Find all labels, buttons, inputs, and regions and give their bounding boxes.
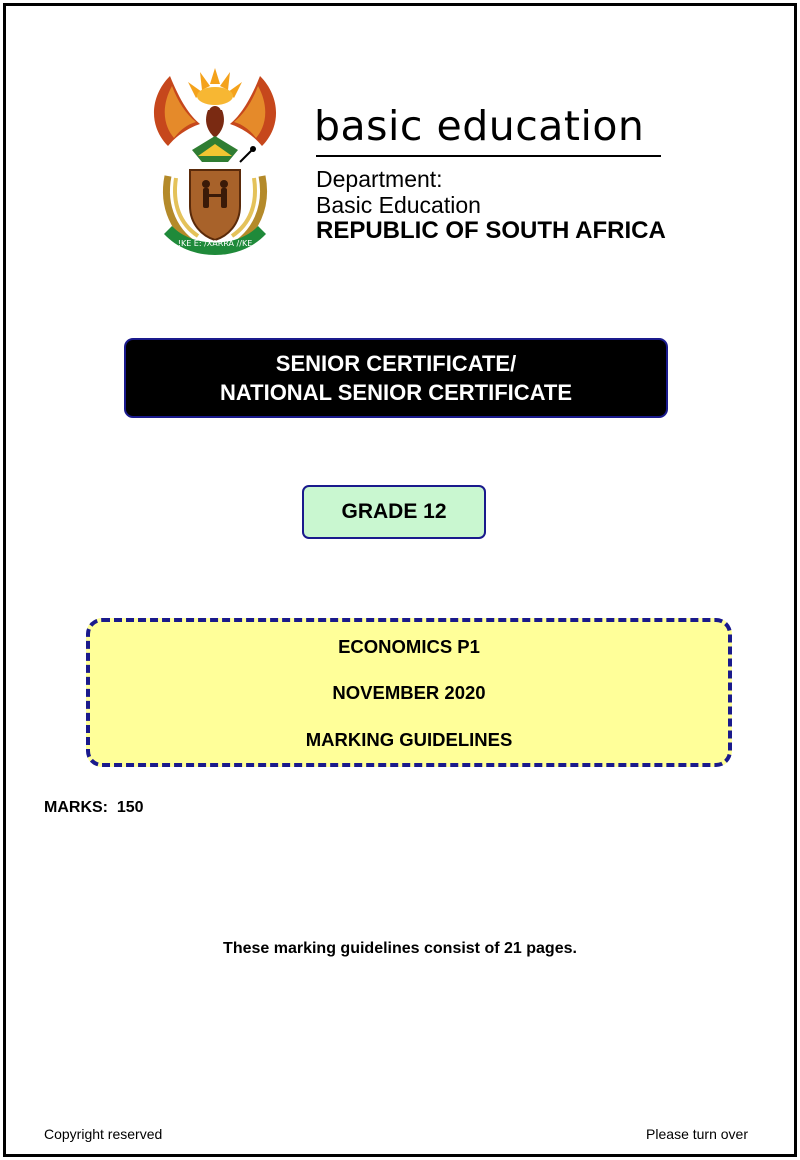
subject-panel — [86, 618, 732, 767]
exam-session: NOVEMBER 2020 — [332, 682, 486, 703]
paper-title: ECONOMICS P1 — [338, 636, 480, 657]
certificate-line-2: NATIONAL SENIOR CERTIFICATE — [220, 380, 572, 405]
certificate-banner — [124, 338, 668, 418]
document-type: MARKING GUIDELINES — [305, 729, 513, 750]
page-count-note: These marking guidelines consist of 21 pages. — [223, 940, 577, 957]
marks-total: MARKS: 150 — [44, 799, 144, 816]
footer-copyright: Copyright reserved — [44, 1126, 163, 1142]
footer-turn-over: Please turn over — [646, 1126, 748, 1142]
brand-title: basic education — [314, 102, 645, 150]
sun-icon — [188, 68, 242, 105]
coat-of-arms-logo — [140, 66, 290, 256]
department-name: Basic Education — [316, 192, 481, 218]
country-name: REPUBLIC OF SOUTH AFRICA — [316, 217, 666, 244]
certificate-line-1: SENIOR CERTIFICATE/ — [275, 351, 517, 376]
grade-badge: GRADE 12 — [302, 485, 486, 539]
motto-text: !KE E: /XARRA //KE — [177, 239, 253, 248]
department-label: Department: — [316, 166, 443, 192]
brand-divider — [316, 155, 661, 157]
